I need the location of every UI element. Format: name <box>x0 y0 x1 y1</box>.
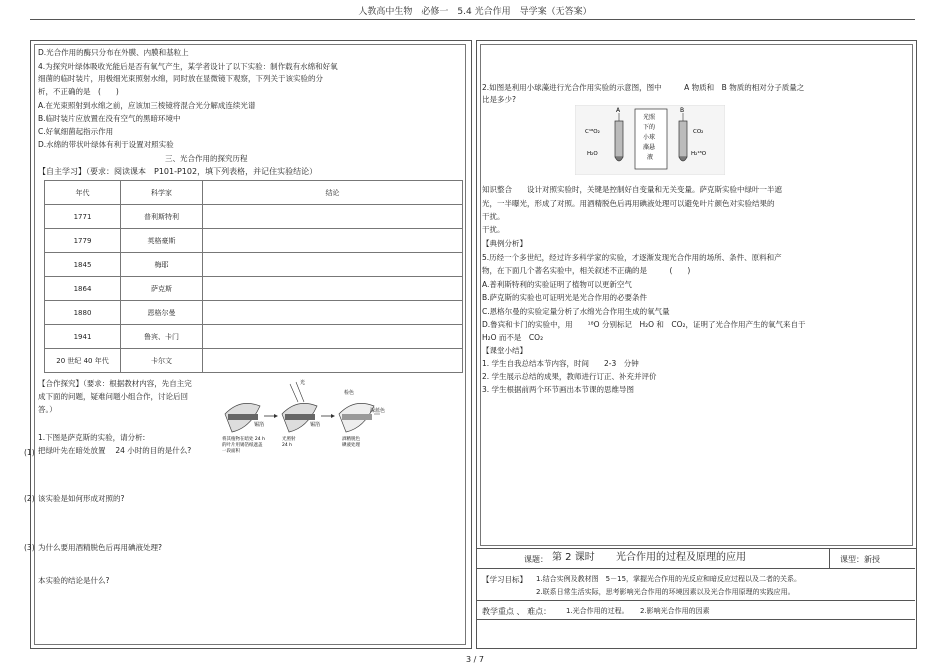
sachs-experiment-figure <box>220 376 390 456</box>
example-option-d: D.鲁宾和卡门的实验中，用 ¹⁸O 分别标记 H₂O 和 CO₂，证明了光合作用产生的氧气来自于 <box>482 320 806 329</box>
table-cell-conclusion[interactable] <box>203 325 463 349</box>
left-line-3: 细菌的临时装片，用极细光束照射水绵，同时放在显微镜下观察，下列关于该实验的分 <box>38 74 323 83</box>
table-cell-conclusion[interactable] <box>203 229 463 253</box>
table-cell-scientist: 恩格尔曼 <box>121 301 203 325</box>
section-title: 三、光合作用的探究历程 <box>165 154 248 163</box>
summary-title: 【课堂小结】 <box>482 346 527 355</box>
table-cell-year: 1941 <box>45 325 121 349</box>
q1-sub1-number: (1) <box>24 448 35 457</box>
table-row <box>45 229 463 253</box>
learning-goal-1: 1.结合实例及教材图 5－15，掌握光合作用的光反应和暗反应过程以及二者的关系。 <box>536 575 802 583</box>
fig1-caption-1b: 的叶片用锡箔纸遮盖 <box>222 443 263 448</box>
left-line-5: A.在光束照射到水绵之前，应该加三棱镜将混合光分解成连续光谱 <box>38 101 256 110</box>
table-cell-scientist: 普利斯特利 <box>121 205 203 229</box>
fig1-caption-1c: 一段面积 <box>222 449 240 454</box>
fig2-center-5: 液 <box>647 154 654 161</box>
key-points-underline <box>476 619 915 620</box>
fig2-left-in: C¹⁸O₂ <box>585 129 600 135</box>
integrate-line-4: 干扰。 <box>482 225 505 234</box>
lesson-topic-prefix: 课题： <box>524 555 548 564</box>
table-cell-conclusion[interactable] <box>203 205 463 229</box>
question-2-line-1: 2.如图是利用小球藻进行光合作用实验的示意图，图中 A 物质和 B 物质的相对分子质量之 <box>482 83 805 92</box>
table-cell-conclusion[interactable] <box>203 253 463 277</box>
fig1-label-d: 深蓝色 <box>370 408 386 414</box>
table-cell-year: 1779 <box>45 229 121 253</box>
q1-sub3-number: (3) <box>24 543 35 552</box>
table-row <box>45 325 463 349</box>
table-row <box>45 349 463 373</box>
lesson-type: 课型：新授 <box>840 555 880 564</box>
summary-line-3: 3. 学生根据前两个环节画出本节课的思维导图 <box>482 385 635 394</box>
key-point-1: 1.光合作用的过程。 <box>566 607 629 615</box>
example-title: 【典例分析】 <box>482 239 527 248</box>
example-line-1: 5.历经一个多世纪，经过许多科学家的实验，才逐渐发现光合作用的场所、条件、原料和产 <box>482 253 782 262</box>
table-cell-year: 1864 <box>45 277 121 301</box>
left-line-7: C.好氧细菌起指示作用 <box>38 127 114 136</box>
page-number: 3 / 7 <box>466 655 484 664</box>
table-cell-year: 1880 <box>45 301 121 325</box>
learning-goal-2: 2.联系日常生活实际，思考影响光合作用的环境因素以及光合作用原理的实践应用。 <box>536 588 795 596</box>
arrow-2 <box>321 414 335 418</box>
table-header-scientist: 科学家 <box>121 181 203 205</box>
table-header-row <box>45 181 463 205</box>
example-option-d-cont: H₂O 而不是 CO₂ <box>482 333 544 342</box>
table-cell-scientist: 鲁宾、卡门 <box>121 325 203 349</box>
table-cell-conclusion[interactable] <box>203 349 463 373</box>
fig2-right-out: H₂¹⁸O <box>691 151 707 157</box>
example-line-2: 物，在下面几个著名实验中，相关叙述不正确的是 ( ) <box>482 266 691 275</box>
history-table <box>44 180 463 373</box>
summary-line-2: 2. 学生展示总结的成果，教师进行订正、补充并评价 <box>482 372 657 381</box>
question-1: 1.下图是萨克斯的实验，请分析: <box>38 433 146 442</box>
fig1-caption-3b: 碘液处理 <box>342 443 360 448</box>
fig1-label-b: 锡箔 <box>310 422 321 428</box>
fig2-center-1: 光照 <box>643 114 656 121</box>
table-row <box>45 253 463 277</box>
example-option-b: B.萨克斯的实验也可证明光是光合作用的必要条件 <box>482 293 648 302</box>
page-header: 人教高中生物 必修一 5.4 光合作用 导学案（无答案） <box>358 7 592 17</box>
table-row <box>45 205 463 229</box>
fig1-light-label: 光 <box>300 380 306 386</box>
coop-line-3: 答。） <box>38 405 57 414</box>
table-cell-year: 1845 <box>45 253 121 277</box>
left-line-8: D.水绵的带状叶绿体有利于设置对照实验 <box>38 140 174 149</box>
coop-line-2: 成下面的问题，疑难问题小组合作，讨论后回 <box>38 392 188 401</box>
left-line-2: 4.为探究叶绿体吸收光能后是否有氧气产生，某学者设计了以下实验：制作载有水绵和好氧 <box>38 62 338 71</box>
learning-goals-label: 【学习目标】 <box>482 575 527 584</box>
integrate-line-1: 知识整合 设计对照实验时，关键是控制好自变量和无关变量。萨克斯实验中绿叶一半遮 <box>482 185 782 194</box>
lesson-topic-title: 光合作用的过程及原理的应用 <box>616 552 746 563</box>
key-points-label: 教学重点 、 难点： <box>482 607 552 616</box>
table-cell-scientist: 萨克斯 <box>121 277 203 301</box>
self-study-instruction: 【自主学习】（要求：阅读课本 P101-P102，填下列表格，并记住实验结论） <box>38 167 318 176</box>
table-cell-year: 1771 <box>45 205 121 229</box>
left-line-6: B.临时装片应放置在没有空气的黑暗环境中 <box>38 114 181 123</box>
table-cell-conclusion[interactable] <box>203 301 463 325</box>
fig2-left-out: H₂O <box>587 151 598 157</box>
fig2-center-4: 藻悬 <box>643 144 656 151</box>
header-rule <box>30 19 915 20</box>
fig1-caption-1a: 将其植物在暗处 24 h <box>222 437 265 442</box>
left-line-4: 析，不正确的是 ( ) <box>38 87 119 96</box>
fig1-caption-3a: 酒精脱色 <box>342 437 360 442</box>
q1-sub4: 本实验的结论是什么? <box>38 576 110 585</box>
fig1-caption-2b: 24 h <box>282 443 293 448</box>
table-cell-scientist: 卡尔文 <box>121 349 203 373</box>
lesson-topic-number: 第 2 课时 <box>552 552 595 563</box>
q1-sub2-number: (2) <box>24 494 35 503</box>
integrate-line-3: 干扰。 <box>482 212 505 221</box>
chlorella-experiment-figure <box>575 105 725 175</box>
fig1-label-a: 锡箔 <box>254 422 265 428</box>
q1-sub1: 把绿叶先在暗处放置 24 小时的目的是什么? <box>38 446 192 455</box>
fig2-label-b: B <box>680 107 685 114</box>
lesson-type-divider <box>829 548 830 568</box>
table-cell-scientist: 梅耶 <box>121 253 203 277</box>
table-cell-year: 20 世纪 40 年代 <box>45 349 121 373</box>
coop-line-1: 【合作探究】（要求：根据教材内容，先自主完 <box>38 379 192 388</box>
table-header-year: 年代 <box>45 181 121 205</box>
table-row <box>45 301 463 325</box>
table-cell-conclusion[interactable] <box>203 277 463 301</box>
fig2-center-3: 小球 <box>643 134 656 141</box>
q1-sub2: 该实验是如何形成对照的? <box>38 494 125 503</box>
arrow-1 <box>264 414 278 418</box>
fig2-right-in: CO₂ <box>693 129 704 135</box>
summary-line-1: 1. 学生自我总结本节内容，时间 2-3 分钟 <box>482 359 639 368</box>
table-cell-scientist: 英格豪斯 <box>121 229 203 253</box>
fig2-center-2: 下的 <box>643 124 656 131</box>
example-option-a: A.普利斯特利的实验证明了植物可以更新空气 <box>482 280 632 289</box>
fig1-caption-2a: 光照射 <box>282 437 296 442</box>
q1-sub3: 为什么要用酒精脱色后再用碘液处理? <box>38 543 162 552</box>
goals-divider <box>476 600 915 601</box>
question-2-line-2: 比是多少? <box>482 95 516 104</box>
fig2-label-a: A <box>616 107 621 114</box>
table-header-conclusion: 结论 <box>203 181 463 205</box>
left-line-1: D.光合作用的酶只分布在外膜、内膜和基粒上 <box>38 48 189 57</box>
table-row <box>45 277 463 301</box>
integrate-line-2: 光，一半曝光，形成了对照。用酒精脱色后再用碘液处理可以避免叶片颜色对实验结果的 <box>482 199 775 208</box>
example-option-c: C.恩格尔曼的实验定量分析了水绵光合作用生成的氧气量 <box>482 307 670 316</box>
fig1-label-c: 检色 <box>344 390 355 396</box>
key-point-2: 2.影响光合作用的因素 <box>640 607 710 615</box>
